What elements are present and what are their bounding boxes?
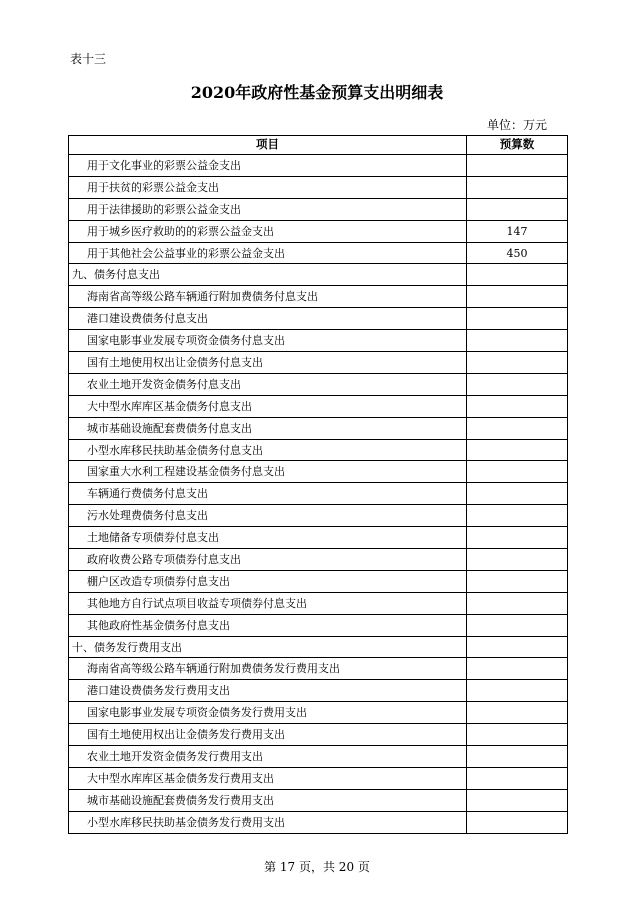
table-row bbox=[69, 505, 568, 527]
row-budget-value bbox=[467, 811, 568, 833]
row-item: 其他政府性基金债务付息支出 bbox=[69, 614, 467, 636]
table-row bbox=[69, 286, 568, 308]
row-budget-value bbox=[467, 505, 568, 527]
row-budget-value bbox=[467, 614, 568, 636]
row-budget-value bbox=[467, 439, 568, 461]
row-item: 小型水库移民扶助基金债务发行费用支出 bbox=[69, 811, 467, 833]
row-item: 城市基础设施配套费债务付息支出 bbox=[69, 417, 467, 439]
row-budget-value bbox=[467, 373, 568, 395]
table-row bbox=[69, 746, 568, 768]
page-footer: 第 17 页，共 20 页 bbox=[264, 860, 370, 874]
row-item: 用于扶贫的彩票公益金支出 bbox=[69, 176, 467, 198]
row-item: 车辆通行费债务付息支出 bbox=[69, 483, 467, 505]
row-item: 城市基础设施配套费债务发行费用支出 bbox=[69, 789, 467, 811]
row-budget-value bbox=[467, 680, 568, 702]
table-row bbox=[69, 614, 568, 636]
table-row bbox=[69, 417, 568, 439]
row-budget-value bbox=[467, 176, 568, 198]
table-row bbox=[69, 527, 568, 549]
row-item: 大中型水库库区基金债务付息支出 bbox=[69, 395, 467, 417]
table-row bbox=[69, 483, 568, 505]
row-item: 国家电影事业发展专项资金债务付息支出 bbox=[69, 330, 467, 352]
table-row bbox=[69, 592, 568, 614]
budget-table bbox=[68, 135, 568, 834]
table-row bbox=[69, 439, 568, 461]
row-item: 其他地方自行试点项目收益专项债券付息支出 bbox=[69, 592, 467, 614]
table-row bbox=[69, 176, 568, 198]
table-row bbox=[69, 373, 568, 395]
row-item: 海南省高等级公路车辆通行附加费债务付息支出 bbox=[69, 286, 467, 308]
unit-label: 单位：万元 bbox=[486, 118, 547, 132]
row-budget-value bbox=[467, 417, 568, 439]
row-budget-value bbox=[467, 330, 568, 352]
row-budget-value bbox=[467, 789, 568, 811]
table-row bbox=[69, 155, 568, 177]
page-title: 2020年政府性基金预算支出明细表 bbox=[190, 83, 444, 102]
row-budget-value bbox=[467, 264, 568, 286]
row-item: 土地储备专项债券付息支出 bbox=[69, 527, 467, 549]
row-item: 海南省高等级公路车辆通行附加费债务发行费用支出 bbox=[69, 658, 467, 680]
row-item: 农业土地开发资金债务付息支出 bbox=[69, 373, 467, 395]
table-row bbox=[69, 702, 568, 724]
table-row bbox=[69, 680, 568, 702]
row-budget-value bbox=[467, 286, 568, 308]
row-budget-value bbox=[467, 767, 568, 789]
row-budget-value bbox=[467, 592, 568, 614]
row-item: 国家电影事业发展专项资金债务发行费用支出 bbox=[69, 702, 467, 724]
table-row bbox=[69, 352, 568, 374]
row-budget-value bbox=[467, 155, 568, 177]
row-item: 用于城乡医疗救助的的彩票公益金支出 bbox=[69, 220, 467, 242]
row-budget-value bbox=[467, 461, 568, 483]
row-item: 九、债务付息支出 bbox=[69, 264, 467, 286]
table-row bbox=[69, 461, 568, 483]
table-row bbox=[69, 308, 568, 330]
row-budget-value bbox=[467, 198, 568, 220]
table-row bbox=[69, 330, 568, 352]
row-item: 政府收费公路专项债券付息支出 bbox=[69, 549, 467, 571]
table-header-row bbox=[69, 136, 568, 155]
header-item: 项目 bbox=[69, 136, 467, 155]
table-row bbox=[69, 220, 568, 242]
row-budget-value bbox=[467, 658, 568, 680]
row-budget-value bbox=[467, 483, 568, 505]
row-item: 港口建设费债务发行费用支出 bbox=[69, 680, 467, 702]
row-item: 十、债务发行费用支出 bbox=[69, 636, 467, 658]
row-item: 港口建设费债务付息支出 bbox=[69, 308, 467, 330]
row-item: 大中型水库库区基金债务发行费用支出 bbox=[69, 767, 467, 789]
row-budget-value: 147 bbox=[467, 220, 568, 242]
row-budget-value bbox=[467, 746, 568, 768]
table-row bbox=[69, 658, 568, 680]
row-budget-value: 450 bbox=[467, 242, 568, 264]
row-item: 用于文化事业的彩票公益金支出 bbox=[69, 155, 467, 177]
row-item: 用于其他社会公益事业的彩票公益金支出 bbox=[69, 242, 467, 264]
row-item: 棚户区改造专项债券付息支出 bbox=[69, 570, 467, 592]
header-budget: 预算数 bbox=[467, 136, 568, 155]
row-budget-value bbox=[467, 395, 568, 417]
row-budget-value bbox=[467, 724, 568, 746]
row-item: 国家重大水利工程建设基金债务付息支出 bbox=[69, 461, 467, 483]
row-budget-value bbox=[467, 702, 568, 724]
row-budget-value bbox=[467, 570, 568, 592]
row-budget-value bbox=[467, 636, 568, 658]
row-item: 国有土地使用权出让金债务付息支出 bbox=[69, 352, 467, 374]
row-budget-value bbox=[467, 549, 568, 571]
table-row bbox=[69, 549, 568, 571]
table-row bbox=[69, 570, 568, 592]
row-budget-value bbox=[467, 308, 568, 330]
row-item: 国有土地使用权出让金债务发行费用支出 bbox=[69, 724, 467, 746]
table-row bbox=[69, 724, 568, 746]
table-label: 表十三 bbox=[70, 52, 107, 66]
table-row bbox=[69, 198, 568, 220]
row-item: 污水处理费债务付息支出 bbox=[69, 505, 467, 527]
row-item: 农业土地开发资金债务发行费用支出 bbox=[69, 746, 467, 768]
row-item: 用于法律援助的彩票公益金支出 bbox=[69, 198, 467, 220]
table-row bbox=[69, 789, 568, 811]
table-row bbox=[69, 395, 568, 417]
row-budget-value bbox=[467, 527, 568, 549]
table-row bbox=[69, 767, 568, 789]
table-row bbox=[69, 636, 568, 658]
table-row bbox=[69, 811, 568, 833]
table-row bbox=[69, 242, 568, 264]
row-item: 小型水库移民扶助基金债务付息支出 bbox=[69, 439, 467, 461]
row-budget-value bbox=[467, 352, 568, 374]
table-row bbox=[69, 264, 568, 286]
